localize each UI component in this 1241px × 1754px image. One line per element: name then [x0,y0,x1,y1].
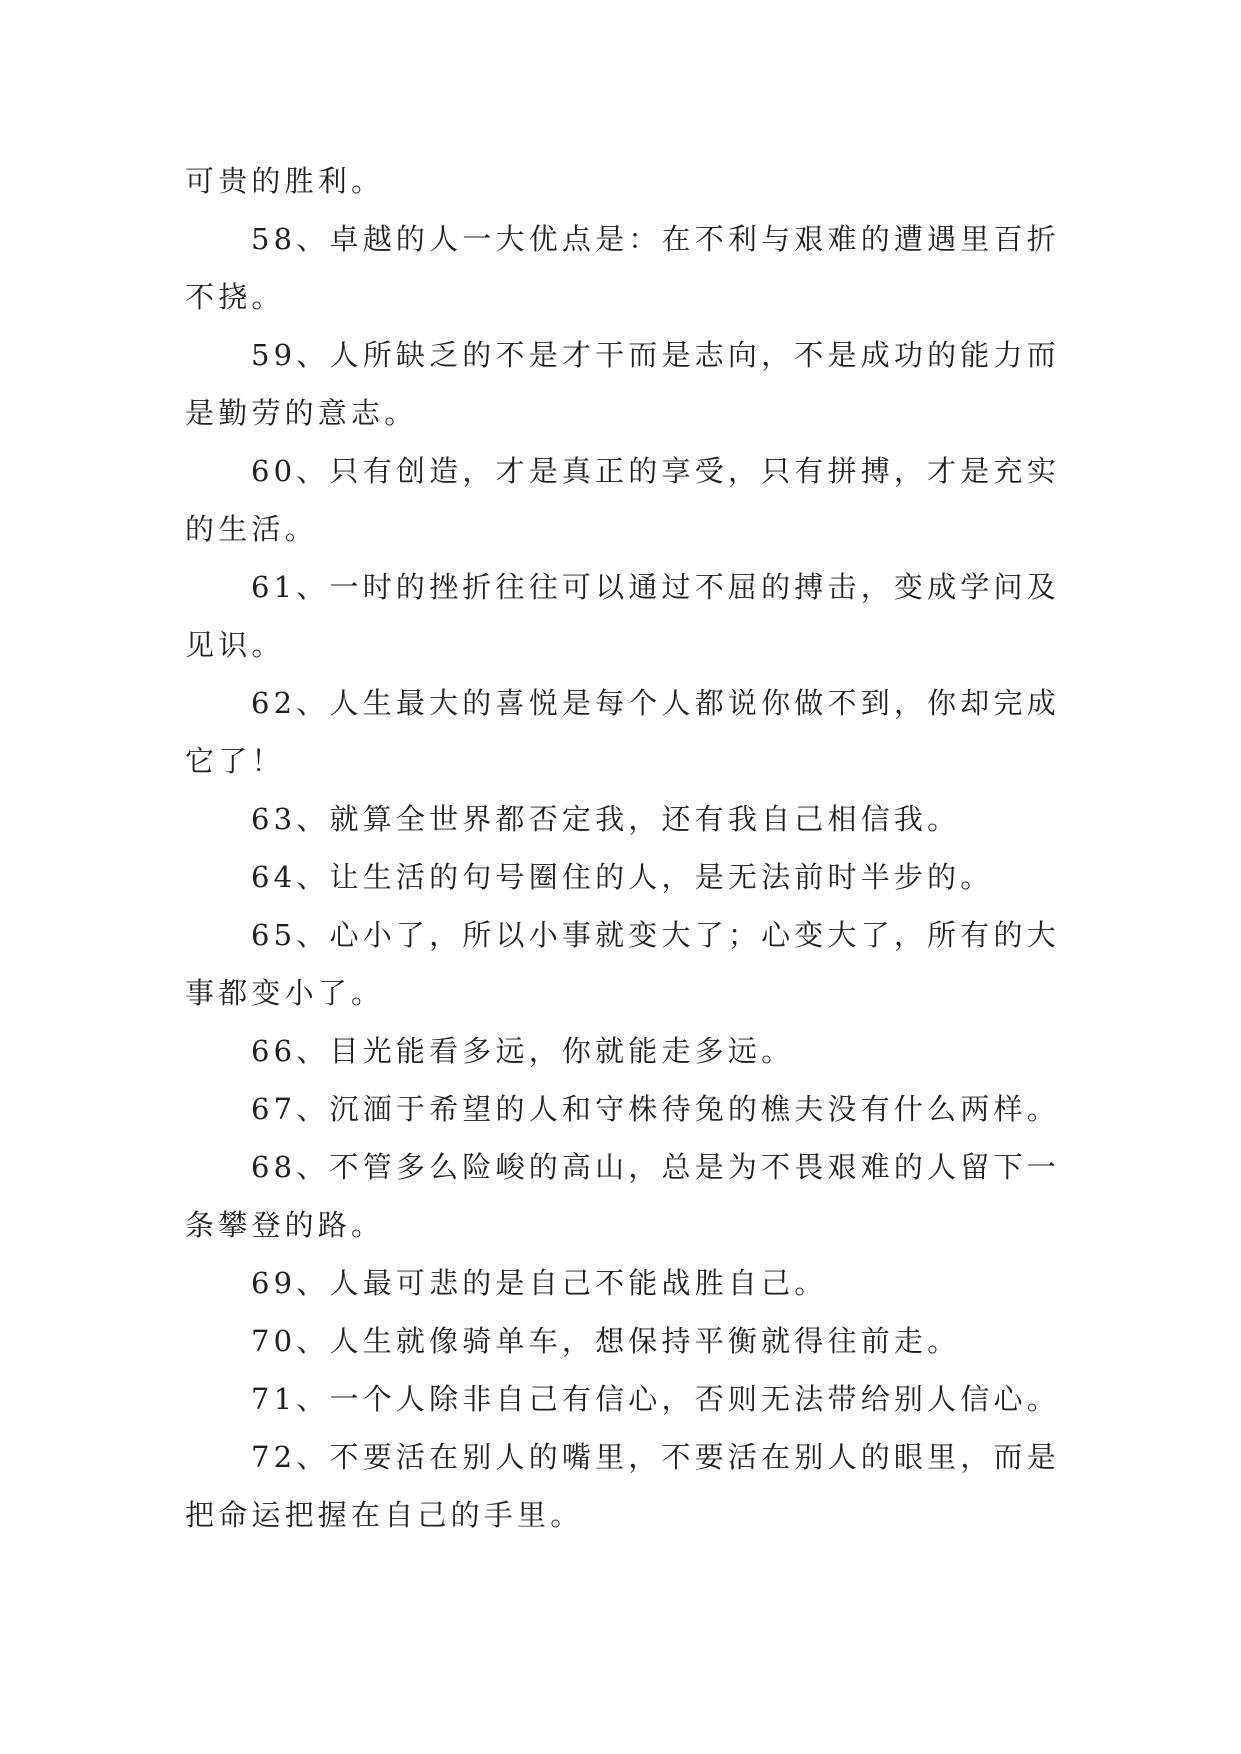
quote-58: 58、卓越的人一大优点是：在不利与艰难的遭遇里百折不挠。 [185,222,1060,314]
quote-67: 67、沉湎于希望的人和守株待兔的樵夫没有什么两样。 [251,1092,1060,1126]
quote-63: 63、就算全世界都否定我，还有我自己相信我。 [251,802,961,836]
quote-66: 66、目光能看多远，你就能走多远。 [251,1034,795,1068]
document-body [185,152,1065,1544]
quote-71: 71、一个人除非自己有信心，否则无法带给别人信心。 [251,1382,1060,1416]
paragraph-continuation: 可贵的胜利。 [185,164,385,198]
quote-68: 68、不管多么险峻的高山，总是为不畏艰难的人留下一条攀登的路。 [185,1150,1060,1242]
quote-69: 69、人最可悲的是自己不能战胜自己。 [251,1266,828,1300]
quote-61: 61、一时的挫折往往可以通过不屈的搏击，变成学问及见识。 [185,570,1060,662]
quote-70: 70、人生就像骑单车，想保持平衡就得往前走。 [251,1324,961,1358]
quote-60: 60、只有创造，才是真正的享受，只有拼搏，才是充实的生活。 [185,454,1060,546]
quote-64: 64、让生活的句号圈住的人，是无法前时半步的。 [251,860,994,894]
quote-62: 62、人生最大的喜悦是每个人都说你做不到，你却完成它了！ [185,686,1060,778]
quote-72: 72、不要活在别人的嘴里，不要活在别人的眼里，而是把命运把握在自己的手里。 [185,1440,1060,1532]
quote-59: 59、人所缺乏的不是才干而是志向，不是成功的能力而是勤劳的意志。 [185,338,1060,430]
quote-65: 65、心小了，所以小事就变大了；心变大了，所有的大事都变小了。 [185,918,1060,1010]
